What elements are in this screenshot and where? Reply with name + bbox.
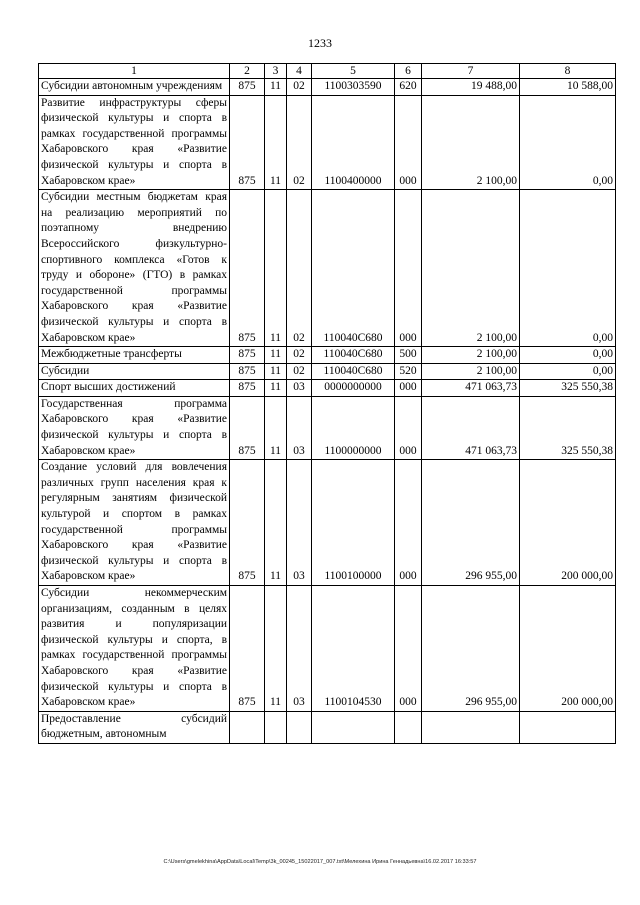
code-section: 11 <box>265 380 287 397</box>
code-section: 11 <box>265 95 287 190</box>
row-name: Субсидии <box>39 363 230 380</box>
table-row <box>39 586 616 712</box>
table-row <box>39 363 616 380</box>
code-target: 110040С680 <box>312 363 395 380</box>
budget-table <box>38 63 616 744</box>
amount-2018: 200 000,00 <box>520 460 616 586</box>
column-header: 7 <box>422 64 520 79</box>
page-number: 1233 <box>308 36 332 50</box>
file-path-footer: C:\Users\gmelekhina\AppData\Local\Temp\3k_00245_15022017_007.txt\Мелехина Ирина Геннадьевна\16.02.2017 16:33:57 <box>163 859 477 865</box>
column-header: 5 <box>312 64 395 79</box>
amount-2018: 325 550,38 <box>520 396 616 459</box>
table-row <box>39 380 616 397</box>
code-expense-type: 000 <box>395 586 422 712</box>
code-subsection: 02 <box>287 347 312 364</box>
row-name: Спорт высших достижений <box>39 380 230 397</box>
row-name: Межбюджетные трансферты <box>39 347 230 364</box>
code-subsection: 02 <box>287 190 312 347</box>
code-expense-type: 520 <box>395 363 422 380</box>
header-row <box>39 64 616 79</box>
column-header: 2 <box>230 64 265 79</box>
amount-2017: 471 063,73 <box>422 396 520 459</box>
code-subsection: 02 <box>287 95 312 190</box>
code-target: 0000000000 <box>312 380 395 397</box>
code-target: 1100000000 <box>312 396 395 459</box>
row-name: Субсидии некоммерческим организациям, созданным в целях развития и популяризации физической культуры и спорта, в рамках государственной программы Хабаровского края «Развитие физической культуры и спорта в Хабаровском крае» <box>39 586 230 712</box>
row-name: Государственная программа Хабаровского края «Развитие физической культуры и спорта в Хабаровском крае» <box>39 396 230 459</box>
code-expense-type: 500 <box>395 347 422 364</box>
amount-2017: 2 100,00 <box>422 347 520 364</box>
row-name: Развитие инфраструктуры сферы физической культуры и спорта в рамках государственной программы Хабаровского края «Развитие физической культуры и спорта в Хабаровском крае» <box>39 95 230 190</box>
amount-2017: 19 488,00 <box>422 79 520 96</box>
code-target: 1100303590 <box>312 79 395 96</box>
code-section: 11 <box>265 190 287 347</box>
column-header: 1 <box>39 64 230 79</box>
code-admin: 875 <box>230 380 265 397</box>
code-admin: 875 <box>230 460 265 586</box>
code-subsection: 03 <box>287 586 312 712</box>
amount-2017: 471 063,73 <box>422 380 520 397</box>
code-expense-type: 620 <box>395 79 422 96</box>
code-admin: 875 <box>230 396 265 459</box>
row-name: Предоставление субсидий бюджетным, автономным <box>39 711 230 743</box>
code-target: 110040С680 <box>312 347 395 364</box>
code-admin: 875 <box>230 347 265 364</box>
column-header: 8 <box>520 64 616 79</box>
code-subsection: 03 <box>287 380 312 397</box>
amount-2018: 0,00 <box>520 363 616 380</box>
amount-2018: 325 550,38 <box>520 380 616 397</box>
code-section: 11 <box>265 79 287 96</box>
row-name: Субсидии автономным учреждениям <box>39 79 230 96</box>
code-admin: 875 <box>230 190 265 347</box>
code-admin: 875 <box>230 95 265 190</box>
code-subsection: 02 <box>287 363 312 380</box>
code-expense-type: 000 <box>395 380 422 397</box>
code-expense-type: 000 <box>395 95 422 190</box>
table-row <box>39 347 616 364</box>
amount-2017: 2 100,00 <box>422 363 520 380</box>
code-admin: 875 <box>230 363 265 380</box>
code-subsection: 03 <box>287 460 312 586</box>
table-row <box>39 190 616 347</box>
code-admin: 875 <box>230 79 265 96</box>
code-section: 11 <box>265 347 287 364</box>
column-header: 6 <box>395 64 422 79</box>
code-target: 1100104530 <box>312 586 395 712</box>
code-expense-type: 000 <box>395 396 422 459</box>
code-expense-type: 000 <box>395 190 422 347</box>
amount-2017: 296 955,00 <box>422 460 520 586</box>
amount-2018: 0,00 <box>520 190 616 347</box>
table-row <box>39 460 616 586</box>
amount-2018: 10 588,00 <box>520 79 616 96</box>
code-target: 1100400000 <box>312 95 395 190</box>
code-section: 11 <box>265 396 287 459</box>
code-target: 1100100000 <box>312 460 395 586</box>
table-row <box>39 79 616 96</box>
column-header: 4 <box>287 64 312 79</box>
code-section: 11 <box>265 363 287 380</box>
row-name: Создание условий для вовлечения различных групп населения края к регулярным занятиям физической культурой и спортом в рамках государственной программы Хабаровского края «Развитие физической культуры и спорта в Хабаровском крае» <box>39 460 230 586</box>
continuation-row <box>39 711 616 743</box>
code-subsection: 02 <box>287 79 312 96</box>
row-name: Субсидии местным бюджетам края на реализацию мероприятий по поэтапному внедрению Всероссийского физкультурно-спортивного комплекса «Готов к труду и обороне» (ГТО) в рамках государственной программы Хабаровского края «Развитие физической культуры и спорта в Хабаровском крае» <box>39 190 230 347</box>
code-subsection: 03 <box>287 396 312 459</box>
amount-2017: 2 100,00 <box>422 190 520 347</box>
code-section: 11 <box>265 586 287 712</box>
column-header: 3 <box>265 64 287 79</box>
code-expense-type: 000 <box>395 460 422 586</box>
table-row <box>39 95 616 190</box>
code-section: 11 <box>265 460 287 586</box>
amount-2017: 2 100,00 <box>422 95 520 190</box>
code-target: 110040С680 <box>312 190 395 347</box>
amount-2018: 0,00 <box>520 347 616 364</box>
table-row <box>39 396 616 459</box>
amount-2018: 200 000,00 <box>520 586 616 712</box>
amount-2018: 0,00 <box>520 95 616 190</box>
amount-2017: 296 955,00 <box>422 586 520 712</box>
code-admin: 875 <box>230 586 265 712</box>
